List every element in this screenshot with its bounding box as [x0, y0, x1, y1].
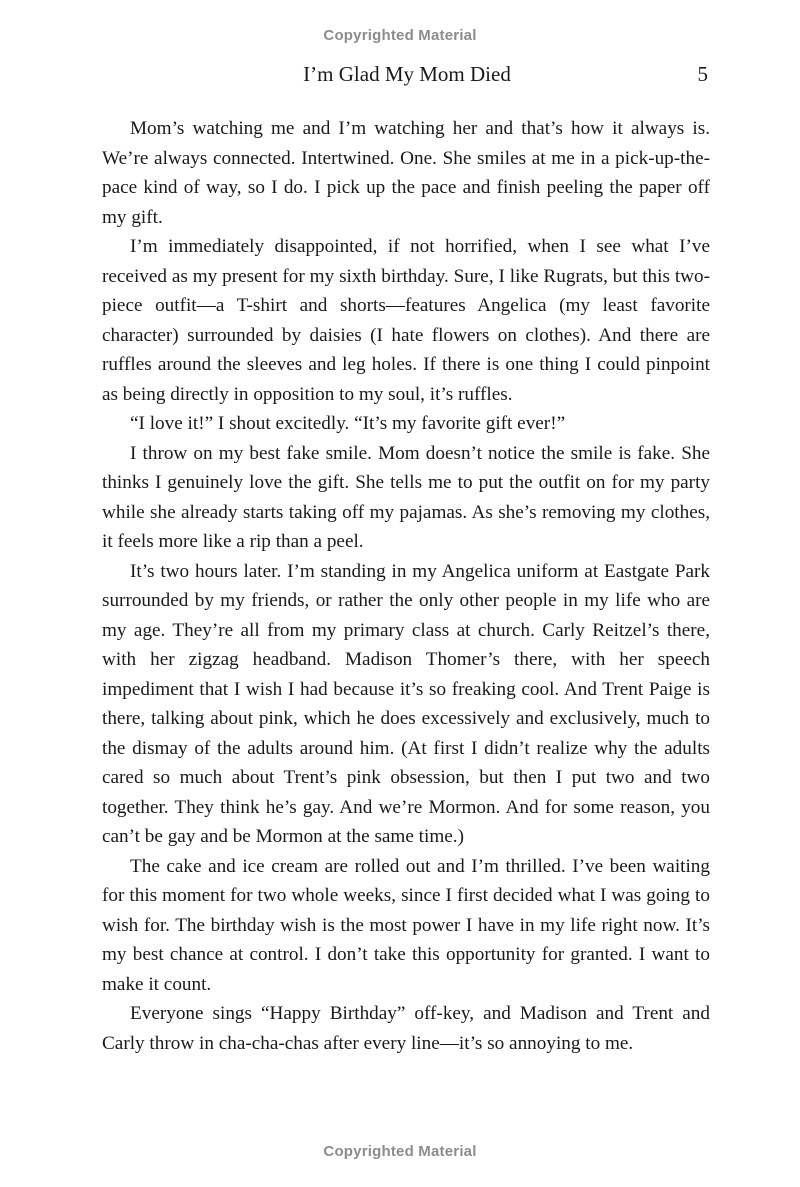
paragraph: I throw on my best fake smile. Mom doesn’t notice the smile is fake. She thinks I genuinely love the gift. She tells me to put the outfit on for my party while she already starts taking off my pajamas. As she’s removing my clothes, it feels more like a rip than a peel. [102, 442, 710, 552]
body-text [102, 114, 710, 1058]
paragraph: I’m immediately disappointed, if not horrified, when I see what I’ve received as my present for my sixth birthday. Sure, I like Rugrats, but this two-piece outfit—a T-shirt and shorts—features Angelica (my least favorite character) surrounded by daisies (I hate flowers on clothes). And there are ruffles around the sleeves and leg holes. If there is one thing I could pinpoint as being directly in opposition to my soul, it’s ruffles. [102, 236, 710, 405]
paragraph: Mom’s watching me and I’m watching her and that’s how it always is. We’re always connected. Intertwined. One. She smiles at me in a pick-up-the-pace kind of way, so I do. I pick up the pace and finish peeling the paper off my gift. [102, 118, 710, 228]
paragraph: The cake and ice cream are rolled out and I’m thrilled. I’ve been waiting for this moment for two whole weeks, since I first decided what I was going to wish for. The birthday wish is the most power I have in my life right now. It’s my best chance at control. I don’t take this opportunity for granted. I want to make it count. [102, 855, 710, 995]
page-number: 5 [697, 62, 708, 86]
book-title: I’m Glad My Mom Died [303, 62, 511, 86]
paragraph: It’s two hours later. I’m standing in my Angelica uniform at Eastgate Park surrounded by my friends, or rather the only other people in my life who are my age. They’re all from my primary class at church. Carly Reitzel’s there, with her zigzag headband. Madison Thomer’s there, with her speech impediment that I wish I had because it’s so freaking cool. And Trent Paige is there, talking about pink, which he does excessively and exclusively, much to the dismay of the adults around him. (At first I didn’t realize why the adults cared so much about Trent’s pink obsession, but then I put two and two together. They think he’s gay. And we’re Mormon. And for some reason, you can’t be gay and be Mormon at the same time.) [102, 560, 710, 847]
watermark-top: Copyrighted Material [323, 27, 477, 44]
watermark-bottom: Copyrighted Material [323, 1143, 477, 1160]
running-head [102, 62, 712, 92]
paragraph: “I love it!” I shout excitedly. “It’s my favorite gift ever!” [130, 413, 566, 434]
paragraph: Everyone sings “Happy Birthday” off-key, and Madison and Trent and Carly throw in cha-cha-chas after every line—it’s so annoying to me. [102, 1003, 710, 1054]
